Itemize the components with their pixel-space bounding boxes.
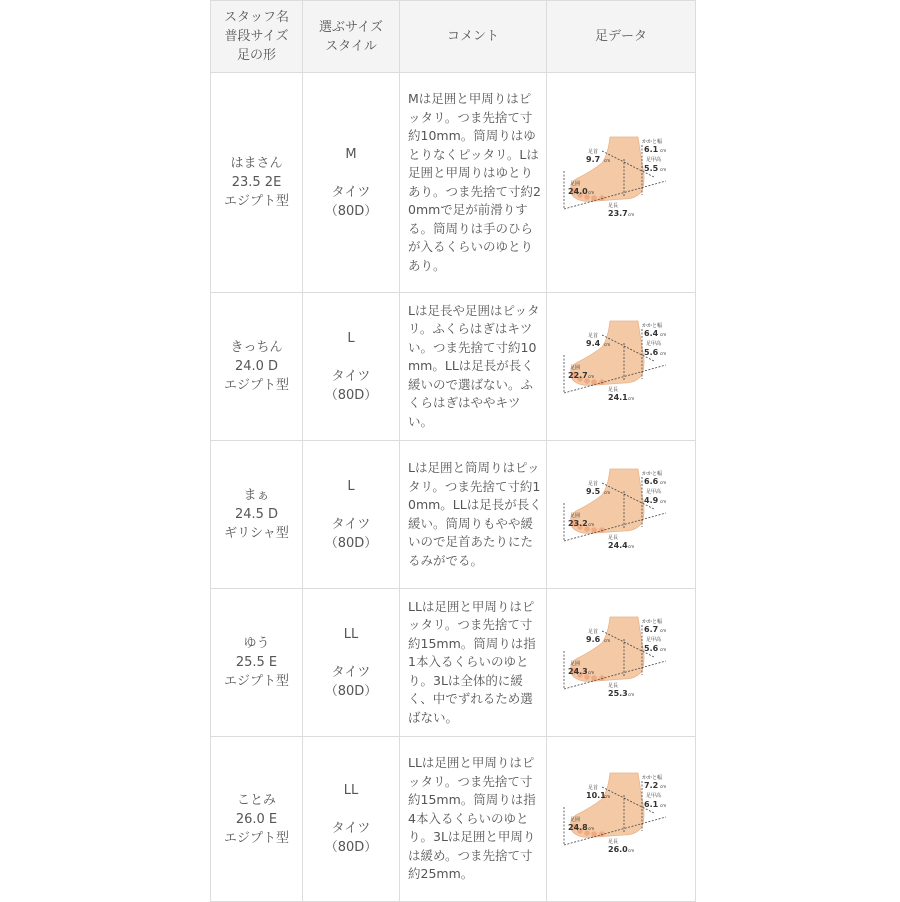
foot-diagram [562, 465, 680, 565]
length-value: 24.4 [608, 540, 628, 550]
ankle-value: 10.1 [586, 791, 606, 800]
staff-cell [211, 589, 303, 737]
staff-name: ゆう [243, 636, 270, 651]
ankle-value: 9.6 [586, 634, 601, 644]
foot-data-cell [547, 737, 696, 902]
pick-cell [303, 293, 400, 441]
heel-width-label: かかと幅 [642, 322, 663, 329]
comment-cell [400, 441, 547, 589]
staff-foot-shape: エジプト型 [223, 378, 289, 393]
staff-size: 24.0 D [234, 359, 279, 374]
girth-label: 足囲 [570, 660, 581, 667]
staff-cell [211, 293, 303, 441]
length-value: 26.0 [608, 845, 628, 854]
denier-label: （80D） [324, 683, 378, 699]
table-row [211, 589, 696, 737]
unit-label: cm [660, 803, 667, 808]
girth-label: 足囲 [570, 180, 581, 187]
comment-text: LLは足囲と甲周りはピッタリ。つま先捨て寸約15mm。筒周りは指1本入るくらいのゆとり。3Lは全体的に緩く、中でずれるため選ばない。 [408, 598, 536, 725]
header-staff [211, 1, 303, 73]
picked-size: M [345, 146, 357, 162]
ankle-label: 足首 [588, 480, 599, 487]
staff-foot-shape: ギリシャ型 [224, 526, 289, 541]
toe-shape [599, 195, 605, 201]
unit-label: cm [660, 627, 667, 633]
foot-data-cell [547, 589, 696, 737]
comment-cell [400, 73, 547, 293]
foot-data-cell [547, 441, 696, 589]
foot-diagram [562, 769, 680, 869]
instep-value: 4.9 [644, 495, 659, 505]
pick-cell [303, 589, 400, 737]
instep-label: 足甲高 [646, 793, 662, 799]
foot-diagram [562, 133, 680, 233]
unit-label: cm [588, 189, 595, 195]
style-label: タイツ [331, 184, 371, 200]
unit-label: cm [660, 166, 667, 172]
header-foot-data: 足データ [547, 1, 696, 73]
instep-value: 5.6 [644, 347, 659, 357]
unit-label: cm [660, 646, 667, 652]
unit-label: cm [604, 637, 611, 643]
denier-label: （80D） [324, 387, 378, 403]
heel-width-label: かかと幅 [642, 775, 663, 781]
comment-text: Lは足長や足囲はピッタリ。ふくらはぎはキツい。つま先捨て寸約10mm。LLは足長が長く緩いので選ばない。ふくらはぎはややキツい。 [408, 302, 540, 429]
girth-label: 足囲 [570, 817, 581, 823]
instep-label: 足甲高 [646, 156, 662, 163]
toe-shape [599, 527, 605, 533]
header-comment: コメント [400, 1, 547, 73]
length-label: 足長 [608, 202, 619, 209]
style-label: タイツ [331, 664, 371, 680]
toe-shape [599, 831, 605, 837]
ankle-label: 足首 [588, 785, 599, 791]
unit-label: cm [660, 784, 667, 789]
instep-value: 6.1 [644, 800, 659, 809]
ankle-value: 9.7 [586, 154, 601, 164]
unit-label: cm [628, 395, 635, 401]
header-pick [303, 1, 400, 73]
table-row [211, 73, 696, 293]
length-value: 23.7 [608, 208, 628, 218]
unit-label: cm [660, 350, 667, 356]
length-label: 足長 [608, 682, 619, 689]
pick-cell [303, 737, 400, 902]
header-usual-size: 普段サイズ [224, 29, 289, 44]
staff-size: 26.0 E [235, 811, 278, 827]
picked-size: LL [343, 783, 359, 798]
heel-width-label: かかと幅 [642, 618, 663, 625]
foot-diagram [562, 613, 680, 713]
ankle-value: 9.5 [586, 486, 601, 496]
ankle-label: 足首 [588, 332, 599, 339]
ankle-label: 足首 [588, 628, 599, 635]
comment-text: LLは足囲と甲周りはピッタリ。つま先捨て寸約15mm。筒周りは指4本入るくらいのゆとり。3Lは足囲と甲周りは緩め。つま先捨て寸約25mm。 [408, 755, 536, 882]
girth-label: 足囲 [570, 364, 581, 371]
length-label: 足長 [608, 386, 619, 393]
pick-cell [303, 441, 400, 589]
foot-diagram [562, 317, 680, 417]
instep-label: 足甲高 [646, 340, 662, 347]
picked-size: LL [343, 626, 359, 642]
header-staff-name: スタッフ名 [223, 10, 289, 25]
length-value: 25.3 [608, 688, 628, 698]
staff-cell [211, 737, 303, 902]
table-header-row [211, 1, 696, 73]
denier-label: （80D） [324, 840, 378, 855]
comment-cell [400, 589, 547, 737]
staff-cell [211, 73, 303, 293]
unit-label: cm [604, 489, 611, 495]
header-style: スタイル [325, 38, 377, 54]
ankle-label: 足首 [588, 148, 599, 155]
comment-text: Mは足囲と甲周りはピッタリ。つま先捨て寸約10mm。筒周りはゆとりなくピッタリ。Lは足囲と甲周りはゆとりあり。つま先捨て寸約20mmで足が前滑りする。筒周りは手のひらが入るくらいのゆとりあり。 [408, 91, 541, 273]
unit-label: cm [628, 211, 635, 217]
staff-name: はまさん [230, 156, 283, 171]
unit-label: cm [628, 543, 635, 549]
heel-width-value: 6.6 [644, 476, 659, 486]
style-label: タイツ [331, 368, 371, 384]
unit-label: cm [588, 521, 595, 527]
staff-size: 25.5 E [235, 655, 278, 670]
comment-cell [400, 737, 547, 902]
staff-size: 23.5 2E [231, 175, 282, 190]
girth-value: 24.8 [568, 823, 588, 832]
table-row [211, 737, 696, 902]
heel-width-value: 7.2 [644, 781, 659, 790]
unit-label: cm [604, 794, 611, 799]
unit-label: cm [604, 157, 611, 163]
picked-size: L [347, 478, 355, 494]
style-label: タイツ [331, 516, 371, 532]
instep-label: 足甲高 [646, 636, 662, 643]
length-label: 足長 [608, 534, 619, 541]
length-label: 足長 [608, 839, 619, 845]
unit-label: cm [588, 826, 595, 831]
girth-value: 23.2 [568, 518, 588, 528]
girth-label: 足囲 [570, 512, 581, 519]
girth-value: 24.0 [568, 186, 588, 196]
staff-name: ことみ [236, 792, 276, 808]
heel-width-value: 6.7 [644, 624, 659, 634]
staff-foot-shape: エジプト型 [223, 674, 289, 689]
comment-text: Lは足囲と筒周りはピッタリ。つま先捨て寸約10mm。LLは足長が長く緩い。筒周りもやや緩いので足首あたりにたるみがでる。 [408, 460, 542, 568]
unit-label: cm [588, 373, 595, 379]
ankle-value: 9.4 [586, 338, 601, 348]
header-foot-shape: 足の形 [236, 48, 276, 63]
picked-size: L [347, 330, 355, 346]
girth-value: 22.7 [568, 370, 588, 380]
heel-width-value: 6.4 [644, 328, 659, 338]
denier-label: （80D） [324, 203, 378, 219]
heel-width-value: 6.1 [644, 144, 659, 154]
staff-name: きっちん [230, 340, 283, 355]
pick-cell [303, 73, 400, 293]
table-row [211, 441, 696, 589]
denier-label: （80D） [324, 535, 378, 551]
staff-cell [211, 441, 303, 589]
girth-value: 24.3 [568, 666, 588, 676]
length-value: 24.1 [608, 392, 628, 402]
unit-label: cm [660, 331, 667, 337]
header-pick-size: 選ぶサイズ [319, 19, 383, 35]
unit-label: cm [628, 848, 635, 853]
toe-shape [599, 675, 605, 681]
unit-label: cm [660, 498, 667, 504]
foot-data-cell [547, 73, 696, 293]
staff-name: まぁ [243, 488, 270, 503]
size-comparison-table [210, 0, 696, 902]
unit-label: cm [660, 147, 667, 153]
table-row [211, 293, 696, 441]
comment-cell [400, 293, 547, 441]
staff-foot-shape: エジプト型 [223, 830, 289, 846]
heel-width-label: かかと幅 [642, 470, 663, 477]
unit-label: cm [604, 341, 611, 347]
instep-label: 足甲高 [646, 488, 662, 495]
foot-data-cell [547, 293, 696, 441]
staff-foot-shape: エジプト型 [223, 194, 289, 209]
instep-value: 5.5 [644, 163, 659, 173]
instep-value: 5.6 [644, 643, 659, 653]
toe-shape [599, 379, 605, 385]
staff-size: 24.5 D [234, 507, 279, 522]
unit-label: cm [628, 691, 635, 697]
heel-width-label: かかと幅 [642, 138, 663, 145]
style-label: タイツ [331, 821, 371, 836]
unit-label: cm [588, 669, 595, 675]
unit-label: cm [660, 479, 667, 485]
